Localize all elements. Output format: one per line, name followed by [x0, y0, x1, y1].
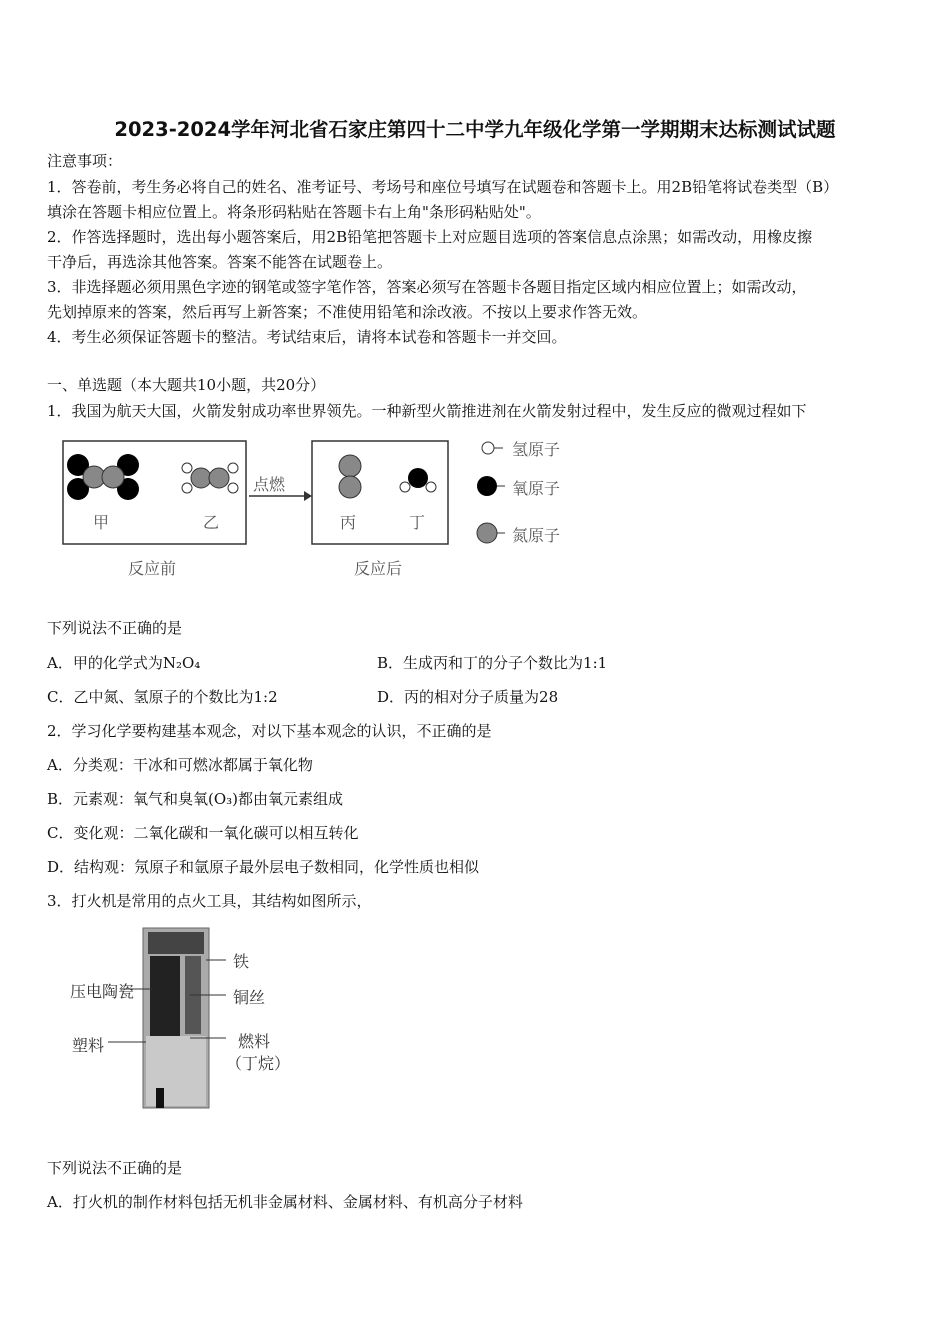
label-jia: 甲 — [93, 513, 110, 532]
q1-option-b: B．生成丙和丁的分子个数比为1:1 — [377, 654, 608, 672]
legend-hydrogen: 氢原子 — [512, 440, 561, 459]
notice-heading: 注意事项： — [47, 152, 123, 170]
section-heading: 一、单选题（本大题共10小题，共20分） — [47, 376, 326, 394]
q1-prompt: 下列说法不正确的是 — [47, 619, 183, 637]
label-yi: 乙 — [203, 513, 220, 532]
q1-stem: 1．我国为航天大国，火箭发射成功率世界领先。一种新型火箭推进剂在火箭发射过程中，发生反应的微观过程如下 — [47, 402, 807, 420]
notice-line: 先划掉原来的答案，然后再写上新答案；不准使用铅笔和涂改液。不按以上要求作答无效。 — [47, 303, 648, 321]
label-copper: 铜丝 — [233, 988, 266, 1007]
label-bing: 丙 — [340, 513, 357, 532]
label-iron: 铁 — [233, 952, 250, 971]
label-before: 反应前 — [128, 559, 177, 578]
label-plastic: 塑料 — [72, 1036, 105, 1055]
q3-prompt: 下列说法不正确的是 — [47, 1159, 183, 1177]
label-fuel: 燃料 — [238, 1032, 271, 1051]
notice-line: 干净后，再选涂其他答案。答案不能答在试题卷上。 — [47, 253, 393, 271]
notice-line: 1．答卷前，考生务必将自己的姓名、准考证号、考场号和座位号填写在试题卷和答题卡上。用2B铅笔将试卷类型（B） — [47, 178, 839, 196]
q2-stem: 2．学习化学要构建基本观念，对以下基本观念的认识，不正确的是 — [47, 722, 492, 740]
label-butane: （丁烷） — [226, 1054, 291, 1073]
q3-option-a: A．打火机的制作材料包括无机非金属材料、金属材料、有机高分子材料 — [47, 1193, 523, 1211]
q2-option-b: B．元素观：氧气和臭氧(O₃)都由氧元素组成 — [47, 790, 344, 808]
q2-option-c: C．变化观：二氧化碳和一氧化碳可以相互转化 — [47, 824, 359, 842]
notice-line: 填涂在答题卡相应位置上。将条形码粘贴在答题卡右上角"条形码粘贴处"。 — [47, 203, 541, 221]
label-ceramic: 压电陶瓷 — [70, 982, 135, 1001]
q2-option-d: D．结构观：氖原子和氩原子最外层电子数相同，化学性质也相似 — [47, 858, 480, 876]
q1-option-d: D．丙的相对分子质量为28 — [377, 688, 559, 706]
q3-stem: 3．打火机是常用的点火工具，其结构如图所示， — [47, 892, 372, 910]
q1-option-c: C．乙中氮、氢原子的个数比为1:2 — [47, 688, 278, 706]
notice-line: 4．考生必须保证答题卡的整洁。考试结束后，请将本试卷和答题卡一并交回。 — [47, 328, 567, 346]
page-title: 2023-2024学年河北省石家庄第四十二中学九年级化学第一学期期末达标测试试题 — [114, 118, 836, 141]
notice-line: 3．非选择题必须用黑色字迹的钢笔或签字笔作答，答案必须写在答题卡各题目指定区域内相应位置上；如需改动， — [47, 278, 807, 296]
q1-option-a: A．甲的化学式为N₂O₄ — [47, 654, 201, 672]
legend-oxygen: 氧原子 — [512, 479, 561, 498]
q2-option-a: A．分类观：干冰和可燃冰都属于氧化物 — [47, 756, 313, 774]
arrow-label: 点燃 — [253, 475, 286, 494]
legend-nitrogen: 氮原子 — [512, 526, 561, 545]
notice-line: 2．作答选择题时，选出每小题答案后，用2B铅笔把答题卡上对应题目选项的答案信息点涂黑；如需改动，用橡皮擦 — [47, 228, 813, 246]
label-after: 反应后 — [354, 559, 403, 578]
label-ding: 丁 — [409, 513, 426, 532]
